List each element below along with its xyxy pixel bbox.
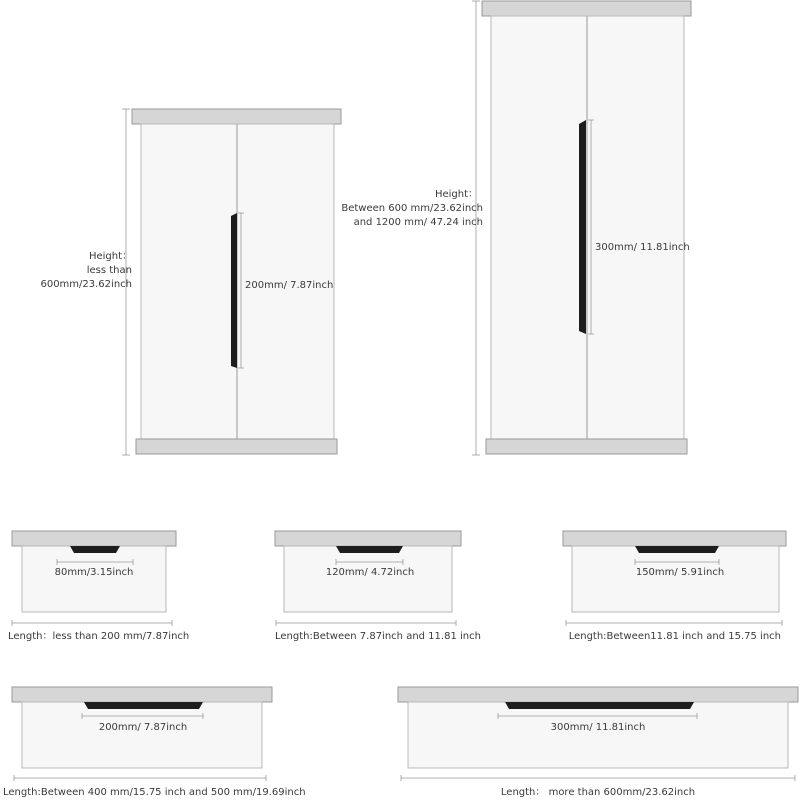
drawer-2-front <box>284 546 452 612</box>
drawer-4-handle <box>84 702 203 709</box>
drawer-2-top <box>275 531 461 546</box>
drawer-5-top <box>398 687 798 702</box>
tall-cabinet-base <box>486 439 687 454</box>
drawer-3-front <box>572 546 779 612</box>
small-handle-length-text: 200mm/ 7.87inch <box>245 280 334 291</box>
drawer-5 <box>398 687 798 798</box>
drawer-4 <box>3 687 306 798</box>
drawer-1-front <box>22 546 166 612</box>
drawer-3-handle-length-text: 150mm/ 5.91inch <box>635 567 725 578</box>
drawer-1-handle-length-text: 80mm/3.15inch <box>54 567 134 578</box>
tall-cabinet-handle <box>579 120 586 334</box>
tall-height-label-line3: and 1200 mm/ 47.24 inch <box>353 217 483 228</box>
drawer-3 <box>563 531 786 642</box>
small-cabinet <box>40 109 341 455</box>
tall-height-label-line2: Between 600 mm/23.62inch <box>341 203 483 214</box>
small-height-label-line3: 600mm/23.62inch <box>40 279 132 290</box>
drawer-2 <box>275 531 481 642</box>
tall-cabinet-top <box>482 1 691 16</box>
drawer-3-top <box>563 531 786 546</box>
drawer-1-length-label: Length：less than 200 mm/7.87inch <box>8 631 190 642</box>
drawer-2-length-label: Length:Between 7.87inch and 11.81 inch <box>275 631 481 642</box>
drawer-1-handle <box>70 546 120 553</box>
drawer-4-top <box>12 687 272 702</box>
drawer-2-handle-length-text: 120mm/ 4.72inch <box>325 567 415 578</box>
small-cabinet-base <box>136 439 337 454</box>
drawer-1 <box>8 531 189 642</box>
tall-handle-length-text: 300mm/ 11.81inch <box>595 242 690 253</box>
tall-cabinet <box>341 1 691 455</box>
drawer-5-length-label: Length： more than 600mm/23.62inch <box>500 787 696 798</box>
small-height-label-line2: less than <box>86 265 132 276</box>
drawer-3-handle <box>635 546 719 553</box>
small-cabinet-top <box>132 109 341 124</box>
drawer-5-handle-length-text: 300mm/ 11.81inch <box>550 722 646 733</box>
drawer-4-length-label: Length:Between 400 mm/15.75 inch and 500 mm/19.69inch <box>3 787 306 798</box>
drawer-5-front <box>408 702 788 768</box>
drawer-3-length-label: Length:Between11.81 inch and 15.75 inch <box>568 631 781 642</box>
drawer-4-handle-length-text: 200mm/ 7.87inch <box>98 722 188 733</box>
drawer-1-top <box>12 531 176 546</box>
small-height-label-line1: Height： <box>88 251 132 262</box>
drawer-2-handle <box>336 546 403 553</box>
small-cabinet-handle <box>231 213 237 368</box>
tall-height-label-line1: Height： <box>434 189 478 200</box>
drawer-4-front <box>22 702 262 768</box>
drawer-5-handle <box>505 702 694 709</box>
